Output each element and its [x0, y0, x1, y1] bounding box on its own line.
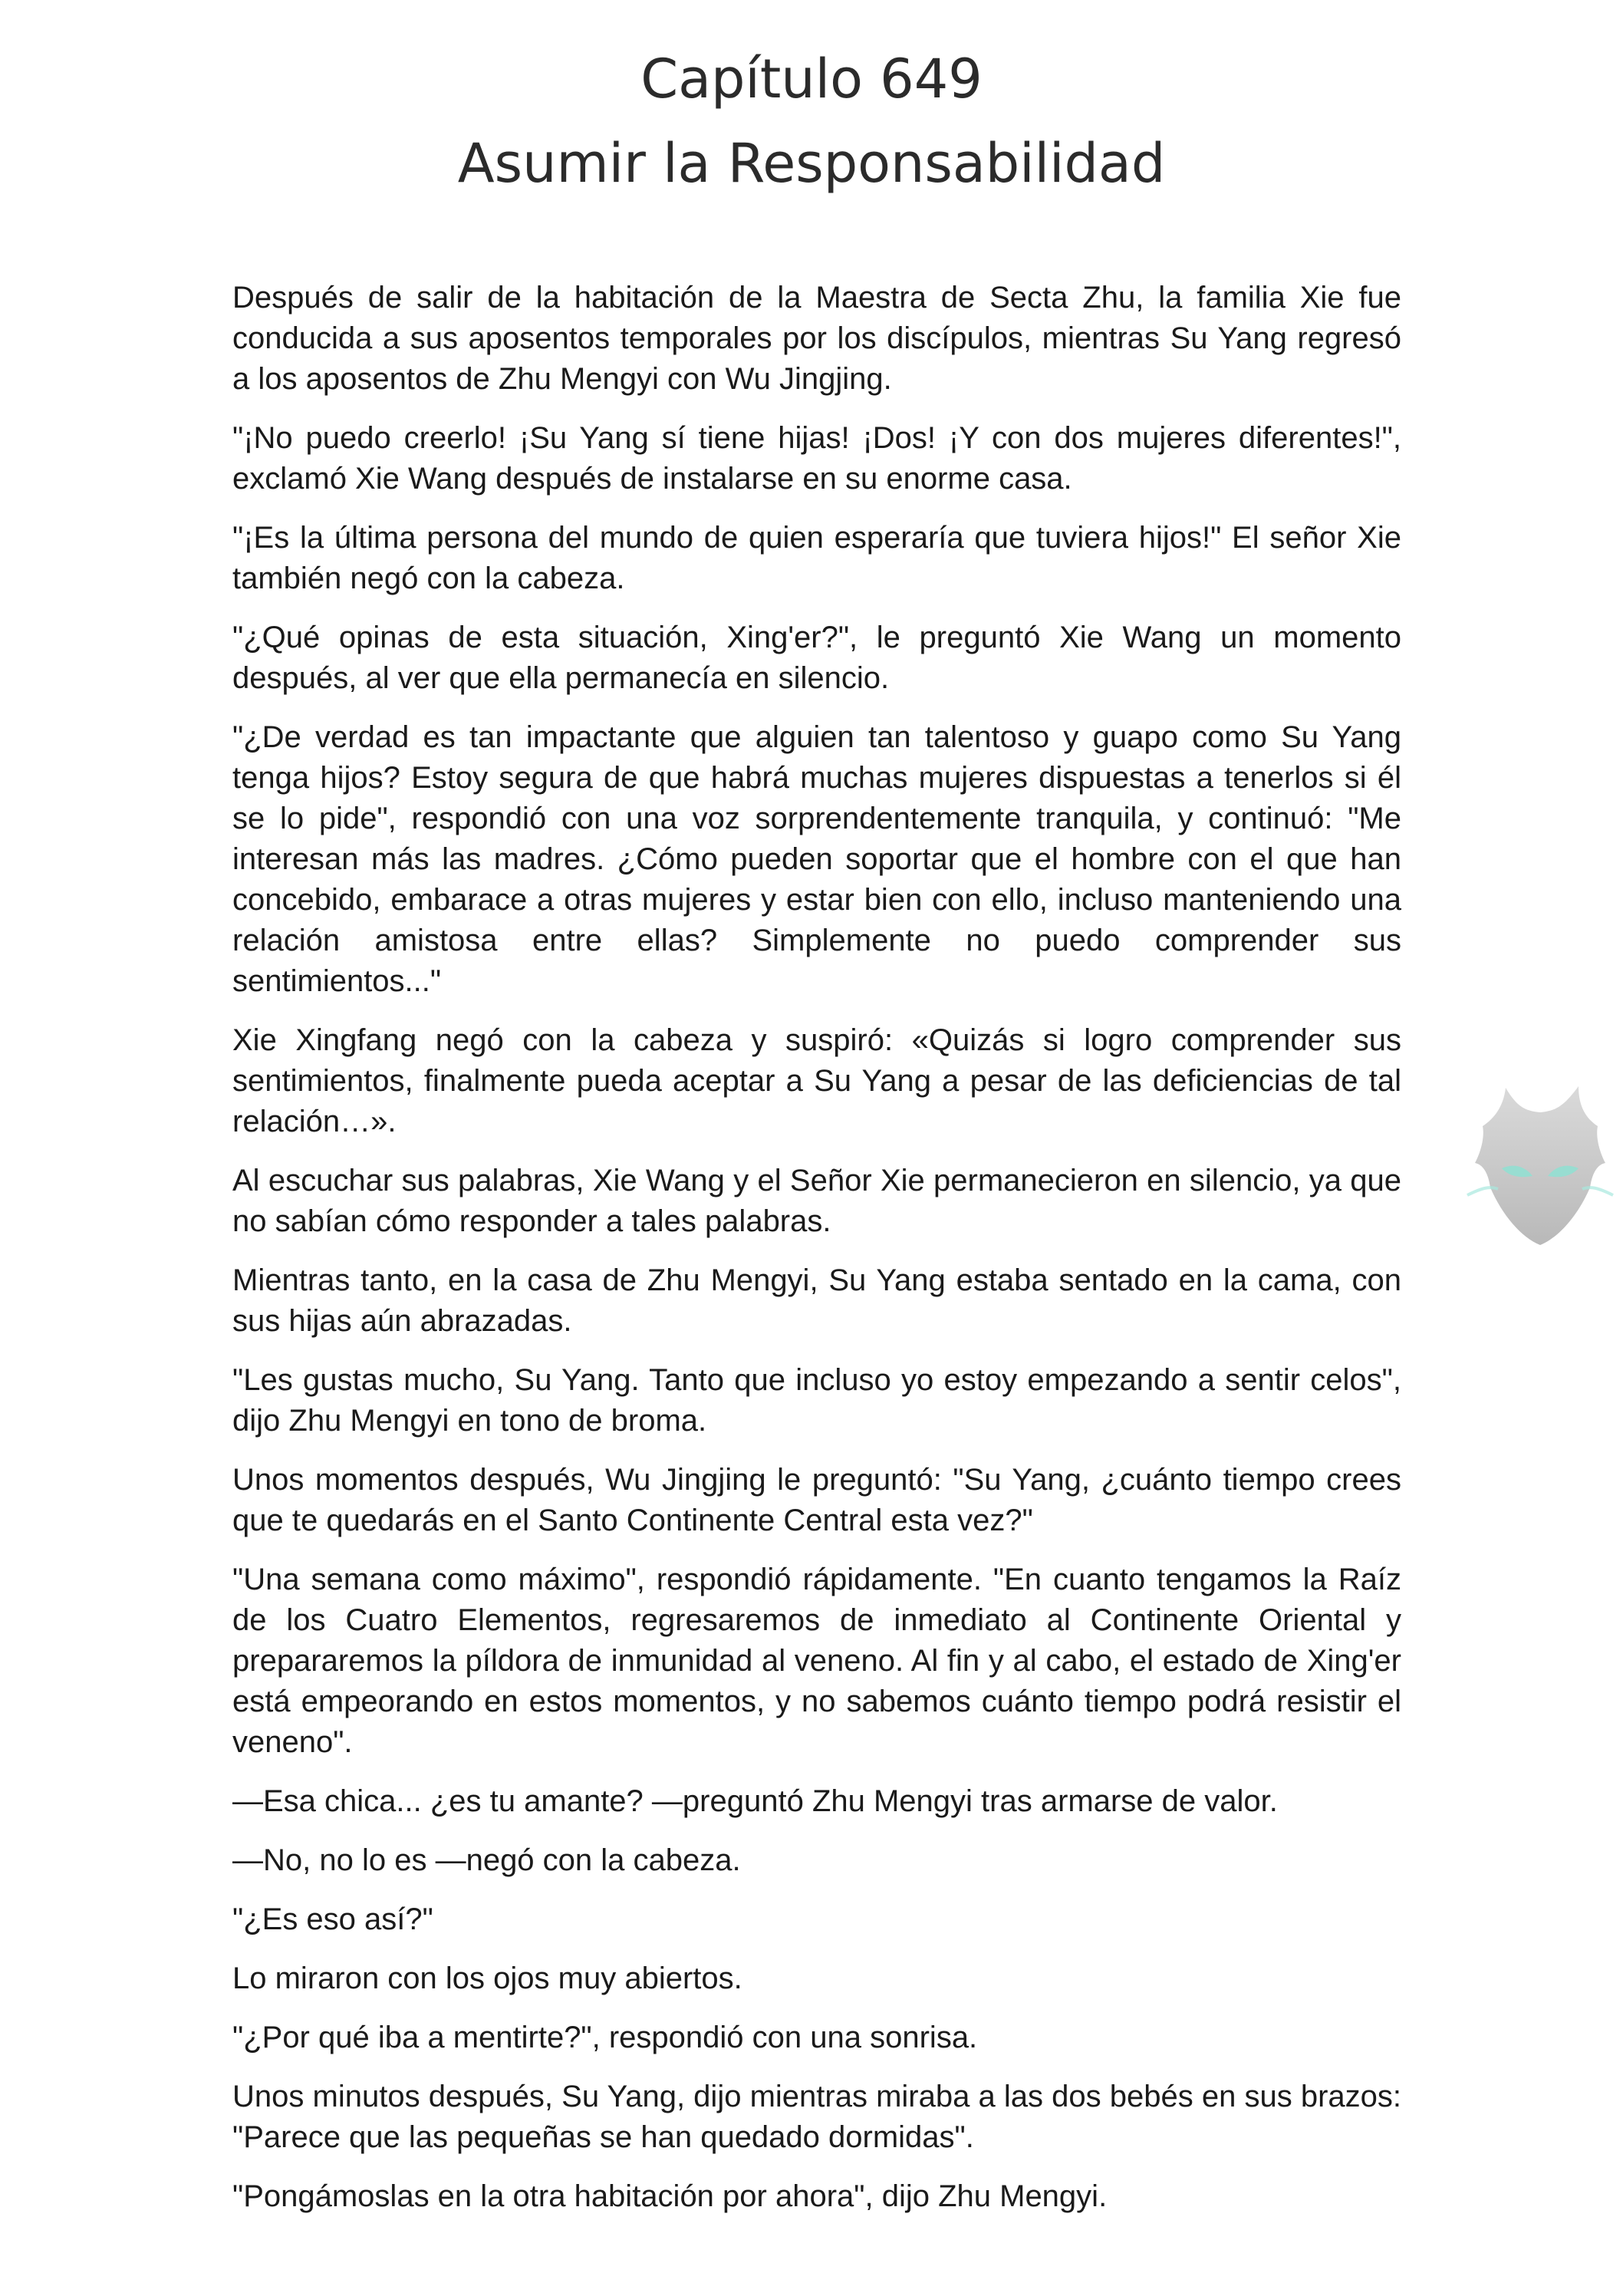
- watermark-logo: [1463, 1072, 1617, 1249]
- paragraph: Unos momentos después, Wu Jingjing le preguntó: "Su Yang, ¿cuánto tiempo crees que te quedarás en el Santo Continente Central esta vez?": [232, 1463, 1401, 1537]
- paragraph: —Esa chica... ¿es tu amante? —preguntó Zhu Mengyi tras armarse de valor.: [232, 1784, 1278, 1818]
- paragraph: "¿Por qué iba a mentirte?", respondió con una sonrisa.: [232, 2021, 978, 2054]
- paragraph: Unos minutos después, Su Yang, dijo mientras miraba a las dos bebés en sus brazos: "Parece que las pequeñas se han quedado dormidas".: [232, 2080, 1401, 2154]
- paragraph: "¿Es eso así?": [232, 1902, 433, 1936]
- paragraph: "¿De verdad es tan impactante que alguien tan talentoso y guapo como Su Yang tenga hijos? Estoy segura de que habrá muchas mujeres dispuestas a tenerlos si él se lo pide", respondió con una voz sorprendentemente tranquila, y continuó: "Me interesan más las madres. ¿Cómo pueden soportar que el hombre con el que han concebido, embarace a otras mujeres y estar bien con ello, incluso manteniendo una relación amistosa entre ellas? Simplemente no puedo comprender sus sentimientos...": [232, 720, 1401, 998]
- demon-head-icon: [1463, 1072, 1617, 1249]
- paragraph: "Pongámoslas en la otra habitación por ahora", dijo Zhu Mengyi.: [232, 2179, 1108, 2213]
- paragraph: "¡No puedo creerlo! ¡Su Yang sí tiene hijas! ¡Dos! ¡Y con dos mujeres diferentes!", exclamó Xie Wang después de instalarse en su enorme casa.: [232, 421, 1401, 496]
- paragraph: "¡Es la última persona del mundo de quien esperaría que tuviera hijos!" El señor Xie también negó con la cabeza.: [232, 521, 1401, 595]
- chapter-body: [232, 278, 1401, 2235]
- paragraph: Mientras tanto, en la casa de Zhu Mengyi, Su Yang estaba sentado en la cama, con sus hijas aún abrazadas.: [232, 1263, 1401, 1338]
- paragraph: Xie Xingfang negó con la cabeza y suspiró: «Quizás si logro comprender sus sentimientos, finalmente pueda aceptar a Su Yang a pesar de las deficiencias de tal relación…».: [232, 1023, 1401, 1138]
- paragraph: "Una semana como máximo", respondió rápidamente. "En cuanto tengamos la Raíz de los Cuatro Elementos, regresaremos de inmediato al Continente Oriental y prepararemos la píldora de inmunidad al veneno. Al fin y al cabo, el estado de Xing'er está empeorando en estos momentos, y no sabemos cuánto tiempo podrá resistir el veneno".: [232, 1563, 1401, 1759]
- paragraph: "¿Qué opinas de esta situación, Xing'er?", le preguntó Xie Wang un momento después, al ver que ella permanecía en silencio.: [232, 621, 1401, 695]
- paragraph: Al escuchar sus palabras, Xie Wang y el Señor Xie permanecieron en silencio, ya que no sabían cómo responder a tales palabras.: [232, 1164, 1401, 1238]
- paragraph: Lo miraron con los ojos muy abiertos.: [232, 1962, 742, 1995]
- chapter-header: [0, 37, 1623, 206]
- chapter-title: Asumir la Responsabilidad: [457, 132, 1166, 195]
- paragraph: —No, no lo es —negó con la cabeza.: [232, 1843, 741, 1877]
- paragraph: "Les gustas mucho, Su Yang. Tanto que incluso yo estoy empezando a sentir celos", dijo Zhu Mengyi en tono de broma.: [232, 1363, 1401, 1438]
- paragraph: Después de salir de la habitación de la Maestra de Secta Zhu, la familia Xie fue conducida a sus aposentos temporales por los discípulos, mientras Su Yang regresó a los aposentos de Zhu Mengyi con Wu Jingjing.: [232, 281, 1401, 396]
- chapter-number: Capítulo 649: [640, 48, 983, 110]
